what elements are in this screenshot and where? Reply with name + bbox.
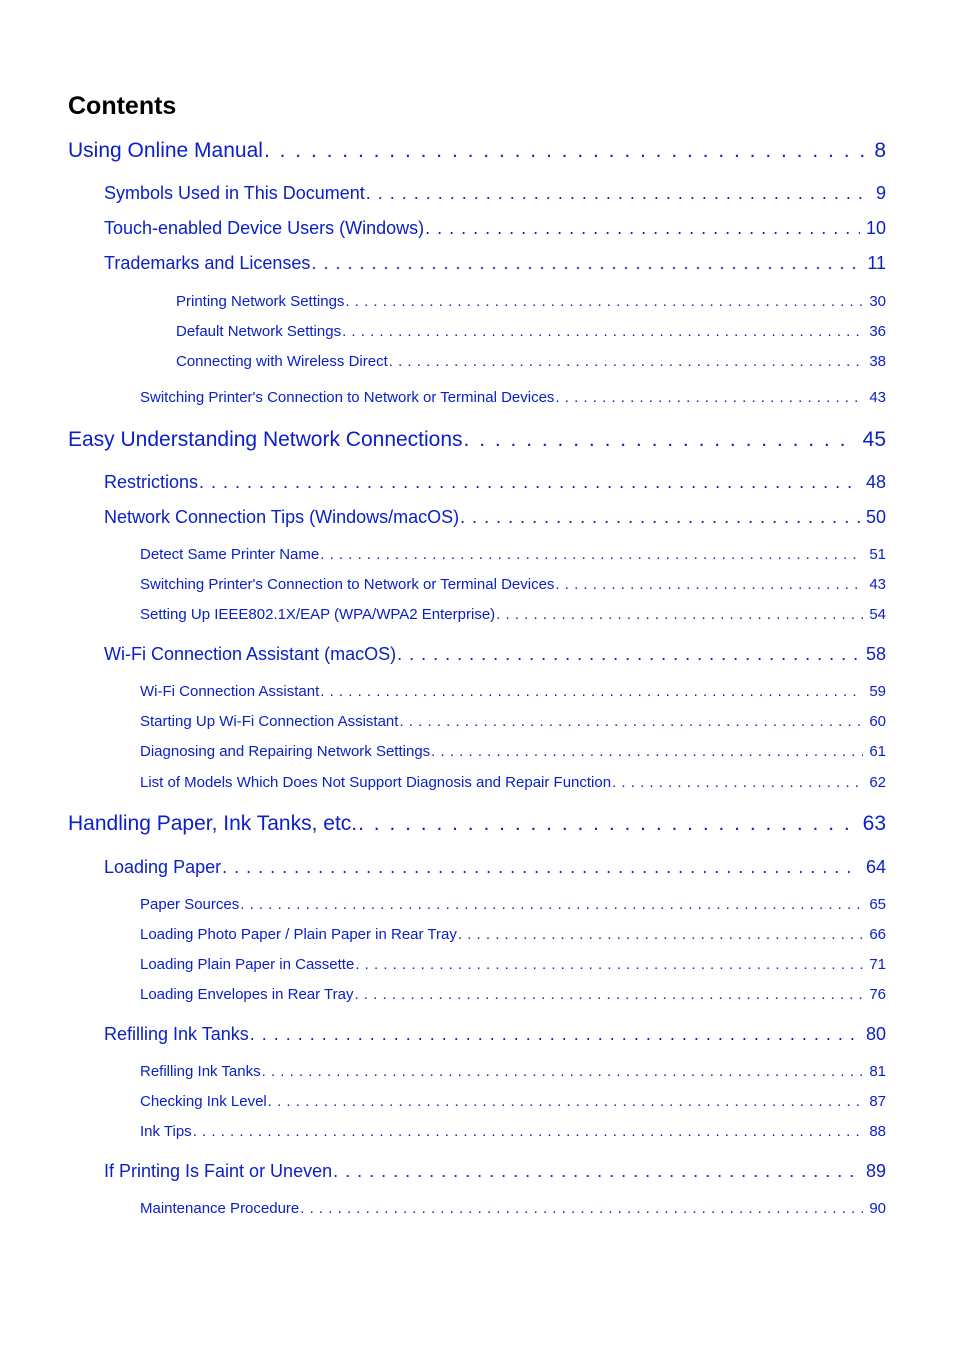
toc-entry-ieee8021x[interactable] (140, 606, 886, 624)
toc-leader-dots (612, 774, 863, 792)
toc-entry-refilling-ink-tanks-section[interactable] (104, 1023, 886, 1045)
toc-entry-label: Handling Paper, Ink Tanks, etc. (68, 812, 358, 835)
toc-leader-dots (460, 506, 860, 528)
toc-entry-label: Loading Paper (104, 857, 222, 877)
toc-entry-label: Switching Printer's Connection to Network or Terminal Devices (140, 389, 555, 406)
toc-leader-dots (262, 1063, 864, 1081)
toc-leader-dots (311, 252, 861, 274)
toc-leader-dots (193, 1123, 864, 1141)
toc-entry-label: Printing Network Settings (176, 293, 345, 310)
toc-entry-printing-network-settings[interactable] (176, 293, 886, 311)
toc-entry-paper-sources[interactable] (140, 896, 886, 914)
toc-entry-label: Diagnosing and Repairing Network Settings (140, 743, 431, 760)
toc-entry-wireless-direct[interactable] (176, 353, 886, 371)
toc-leader-dots (320, 546, 863, 564)
toc-page-number: 87 (869, 1093, 886, 1110)
toc-entry-wifi-assistant-macos[interactable] (104, 643, 886, 665)
toc-page-number: 62 (869, 774, 886, 791)
toc-page-number: 45 (862, 428, 886, 451)
toc-page-number: 64 (865, 857, 886, 877)
toc-page-number: 66 (869, 926, 886, 943)
toc-entry-label: Restrictions (104, 472, 199, 492)
toc-entry-label: Loading Envelopes in Rear Tray (140, 986, 354, 1003)
toc-entry-trademarks[interactable] (104, 252, 886, 274)
toc-page-number: 60 (869, 713, 886, 730)
toc-entry-label: Touch-enabled Device Users (Windows) (104, 218, 425, 238)
toc-page-number: 38 (869, 353, 886, 370)
toc-leader-dots (199, 471, 860, 493)
toc-leader-dots (431, 743, 863, 761)
toc-entry-label: Symbols Used in This Document (104, 183, 365, 203)
page-title: Contents (68, 92, 177, 120)
toc-entry-using-online-manual[interactable] (68, 138, 886, 164)
toc-leader-dots (333, 1160, 860, 1182)
toc-leader-dots (555, 576, 863, 594)
toc-entry-maintenance-procedure[interactable] (140, 1200, 886, 1218)
toc-leader-dots (320, 683, 863, 701)
toc-entry-switching-connection[interactable] (140, 576, 886, 594)
toc-leader-dots (555, 389, 863, 407)
toc-leader-dots (354, 986, 863, 1004)
toc-entry-label: Maintenance Procedure (140, 1200, 300, 1217)
toc-leader-dots (222, 856, 860, 878)
toc-page-number: 43 (869, 389, 886, 406)
toc-page-number: 76 (869, 986, 886, 1003)
toc-leader-dots (464, 427, 857, 453)
toc-entry-ink-tips[interactable] (140, 1123, 886, 1141)
toc-entry-models-not-supported[interactable] (140, 774, 886, 792)
toc-entry-label: Ink Tips (140, 1123, 192, 1140)
toc-entry-label: Refilling Ink Tanks (104, 1024, 249, 1044)
toc-page-number: 11 (867, 253, 886, 273)
toc-entry-label: Starting Up Wi-Fi Connection Assistant (140, 713, 399, 730)
toc-entry-loading-envelopes[interactable] (140, 986, 886, 1004)
toc-entry-label: Checking Ink Level (140, 1093, 267, 1110)
toc-leader-dots (389, 353, 864, 371)
toc-page-number: 80 (865, 1024, 886, 1044)
toc-entry-network-connection-tips[interactable] (104, 506, 886, 528)
toc-entry-label: Using Online Manual (68, 139, 263, 162)
toc-leader-dots (355, 956, 863, 974)
toc-entry-label: Wi-Fi Connection Assistant (macOS) (104, 644, 397, 664)
toc-leader-dots (366, 182, 870, 204)
toc-entry-label: Wi-Fi Connection Assistant (140, 683, 320, 700)
toc-entry-label: List of Models Which Does Not Support Diagnosis and Repair Function (140, 774, 612, 791)
toc-leader-dots (345, 293, 863, 311)
toc-entry-label: If Printing Is Faint or Uneven (104, 1161, 333, 1181)
toc-page-number: 51 (869, 546, 886, 563)
toc-entry-checking-ink-level[interactable] (140, 1093, 886, 1111)
toc-entry-switching-connection[interactable] (140, 389, 886, 407)
toc-entry-label: Switching Printer's Connection to Network or Terminal Devices (140, 576, 555, 593)
toc-entry-touch-enabled[interactable] (104, 217, 886, 239)
toc-entry-default-network-settings[interactable] (176, 323, 886, 341)
toc-leader-dots (399, 713, 863, 731)
toc-leader-dots (250, 1023, 860, 1045)
toc-entry-label: Network Connection Tips (Windows/macOS) (104, 507, 460, 527)
toc-page-number: 81 (869, 1063, 886, 1080)
toc-leader-dots (397, 643, 860, 665)
toc-page-number: 10 (865, 218, 886, 238)
toc-entry-loading-photo-paper[interactable] (140, 926, 886, 944)
toc-entry-label: Paper Sources (140, 896, 240, 913)
toc-entry-printing-faint[interactable] (104, 1160, 886, 1182)
toc-entry-refilling-ink-tanks[interactable] (140, 1063, 886, 1081)
toc-entry-label: Detect Same Printer Name (140, 546, 320, 563)
toc-page-number: 30 (869, 293, 886, 310)
toc-entry-label: Easy Understanding Network Connections (68, 428, 463, 451)
toc-leader-dots (240, 896, 863, 914)
toc-leader-dots (268, 1093, 864, 1111)
toc-leader-dots (264, 138, 868, 164)
toc-page-number: 65 (869, 896, 886, 913)
toc-page-number: 90 (869, 1200, 886, 1217)
toc-leader-dots (425, 217, 860, 239)
toc-page-number: 36 (869, 323, 886, 340)
toc-entry-diagnosing-network[interactable] (140, 743, 886, 761)
toc-entry-label: Connecting with Wireless Direct (176, 353, 388, 370)
toc-entry-detect-same-printer[interactable] (140, 546, 886, 564)
toc-entry-starting-wifi-assistant[interactable] (140, 713, 886, 731)
toc-page-number: 8 (874, 139, 886, 162)
toc-entry-label: Trademarks and Licenses (104, 253, 311, 273)
toc-entry-label: Default Network Settings (176, 323, 342, 340)
toc-page-number: 9 (875, 183, 886, 203)
toc-entry-symbols[interactable] (104, 182, 886, 204)
toc-page-number: 59 (869, 683, 886, 700)
toc-leader-dots (300, 1200, 863, 1218)
toc-entry-label: Loading Photo Paper / Plain Paper in Rear Tray (140, 926, 457, 943)
toc-entry-restrictions[interactable] (104, 471, 886, 493)
toc-page-number: 43 (869, 576, 886, 593)
toc-page-number: 48 (865, 472, 886, 492)
toc-page-number: 58 (865, 644, 886, 664)
toc-entry-label: Refilling Ink Tanks (140, 1063, 261, 1080)
toc-leader-dots (342, 323, 863, 341)
toc-leader-dots (458, 926, 863, 944)
toc-entry-label: Loading Plain Paper in Cassette (140, 956, 355, 973)
toc-entry-loading-paper[interactable] (104, 856, 886, 878)
toc-page-number: 88 (869, 1123, 886, 1140)
toc-entry-wifi-assistant[interactable] (140, 683, 886, 701)
toc-page-number: 89 (865, 1161, 886, 1181)
toc-entry-loading-plain-paper-cassette[interactable] (140, 956, 886, 974)
toc-leader-dots (496, 606, 863, 624)
toc-page-number: 71 (869, 956, 886, 973)
toc-entry-handling-paper[interactable] (68, 811, 886, 837)
toc-leader-dots (358, 811, 857, 837)
toc-page-number: 54 (869, 606, 886, 623)
toc-entry-label: Setting Up IEEE802.1X/EAP (WPA/WPA2 Enterprise) (140, 606, 496, 623)
toc-entry-easy-network-connections[interactable] (68, 427, 886, 453)
toc-page-number: 63 (862, 812, 886, 835)
toc-page-number: 50 (865, 507, 886, 527)
toc-page-number: 61 (869, 743, 886, 760)
